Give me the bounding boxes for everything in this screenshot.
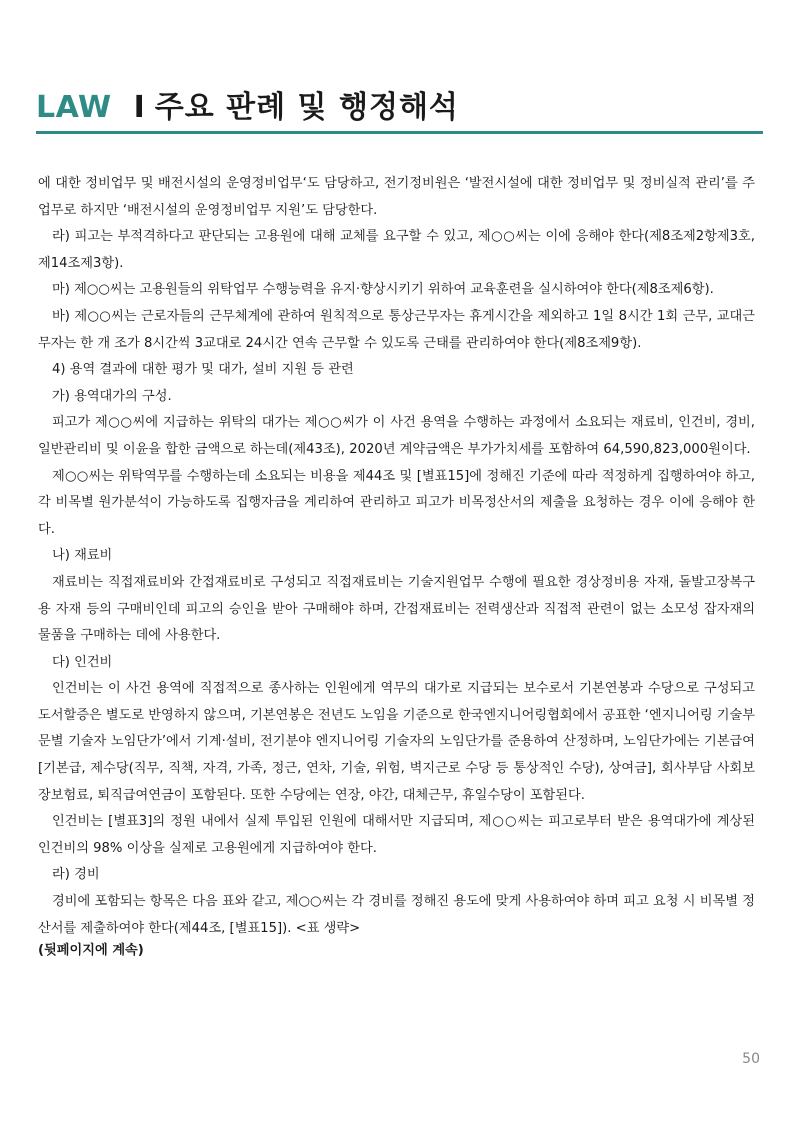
- body-paragraph: 바) 제○○씨는 근로자들의 근무체계에 관하여 원칙적으로 통상근무자는 휴게시간을 제외하고 1일 8시간 1회 근무, 교대근무자는 한 개 조가 8시간씩 3교대로 24시간 연속 근무할 수 있도록 근태를 관리하여야 한다(제8조제9항).: [38, 308, 755, 351]
- body-paragraph: 인건비는 이 사건 용역에 직접적으로 종사하는 인원에게 역무의 대가로 지급되는 보수로서 기본연봉과 수당으로 구성되고 도서할증은 별도로 반영하지 않으며, 기본연봉은 전년도 노임을 기준으로 한국엔지니어링협회에서 공표한 ‘엔지니어링 기술부문별 기술자 노임단가’에서 기계·설비, 전기분야 엔지니어링 기술자의 노임단가를 준용하여 산정하며, 노임단가에는 기본급여[기본급, 제수당(직무, 직책, 자격, 가족, 정근, 연차, 기술, 위험, 벽지근로 수당 등 통상적인 수당), 상여금], 회사부담 사회보장보험료, 퇴직급여연금이 포함된다. 또한 수당에는 연장, 야간, 대체근무, 휴일수당이 포함된다.: [38, 681, 755, 803]
- continued-note: (뒷페이지에 계속): [38, 943, 144, 959]
- header-rule: [36, 131, 763, 134]
- body-paragraph: 제○○씨는 위탁역무를 수행하는데 소요되는 비용을 제44조 및 [별표15]에 정해진 기준에 따라 적정하게 집행하여야 하고, 각 비목별 원가분석이 가능하도록 집행자금을 계리하여 관리하고 피고가 비목정산서의 제출을 요청하는 경우 이에 응해야 한다.: [38, 468, 755, 537]
- page-header: [36, 90, 459, 126]
- body-paragraph: 나) 재료비: [52, 548, 113, 564]
- body-paragraph: 마) 제○○씨는 고용원들의 위탁업무 수행능력을 유지·향상시키기 위하여 교육훈련을 실시하여야 한다(제8조제6항).: [52, 282, 714, 298]
- body-paragraph: 4) 용역 결과에 대한 평가 및 대가, 설비 지원 등 관련: [52, 362, 354, 378]
- section-label: LAW: [36, 90, 112, 125]
- body-paragraph: 경비에 포함되는 항목은 다음 표와 같고, 제○○씨는 각 경비를 정해진 용도에 맞게 사용하여야 하며 피고 요청 시 비목별 정산서를 제출하여야 한다(제44조, [별표15]). <표 생략>: [38, 894, 755, 936]
- body-paragraph: 라) 피고는 부적격하다고 판단되는 고용원에 대해 교체를 요구할 수 있고, 제○○씨는 이에 응해야 한다(제8조제2항제3호, 제14조제3항).: [38, 229, 755, 271]
- body-paragraph: 인건비는 [별표3]의 정원 내에서 실제 투입된 인원에 대해서만 지급되며, 제○○씨는 피고로부터 받은 용역대가에 계상된 인건비의 98% 이상을 실제로 고용원에게 지급하여야 한다.: [38, 814, 755, 856]
- header-divider: I: [133, 90, 145, 125]
- body-paragraph: 피고가 제○○씨에 지급하는 위탁의 대가는 제○○씨가 이 사건 용역을 수행하는 과정에서 소요되는 재료비, 인건비, 경비, 일반관리비 및 이윤을 합한 금액으로 하는데(제43조), 2020년 계약금액은 부가가치세를 포함하여 64,590,823,000원이다.: [38, 415, 755, 457]
- body-paragraph: 라) 경비: [52, 867, 100, 883]
- page-title: 주요 판례 및 행정해석: [154, 90, 459, 125]
- body-paragraph: 에 대한 정비업무 및 배전시설의 운영정비업무‘도 담당하고, 전기정비원은 ‘발전시설에 대한 정비업무 및 정비실적 관리’를 주 업무로 하지만 ‘배전시설의 운영정비업무 지원’도 담당한다.: [38, 176, 755, 218]
- page-number: 50: [742, 1051, 760, 1067]
- body-paragraph: 다) 인건비: [52, 654, 113, 670]
- body-paragraph: 가) 용역대가의 구성.: [52, 388, 172, 404]
- body-paragraph: 재료비는 직접재료비와 간접재료비로 구성되고 직접재료비는 기술지원업무 수행에 필요한 경상정비용 자재, 돌발고장복구용 자재 등의 구매비인데 피고의 승인을 받아 구매해야 하며, 간접재료비는 전력생산과 직접적 관련이 없는 소모성 잡자재의 물품을 구매하는 데에 사용한다.: [38, 574, 755, 644]
- document-body: [38, 171, 755, 960]
